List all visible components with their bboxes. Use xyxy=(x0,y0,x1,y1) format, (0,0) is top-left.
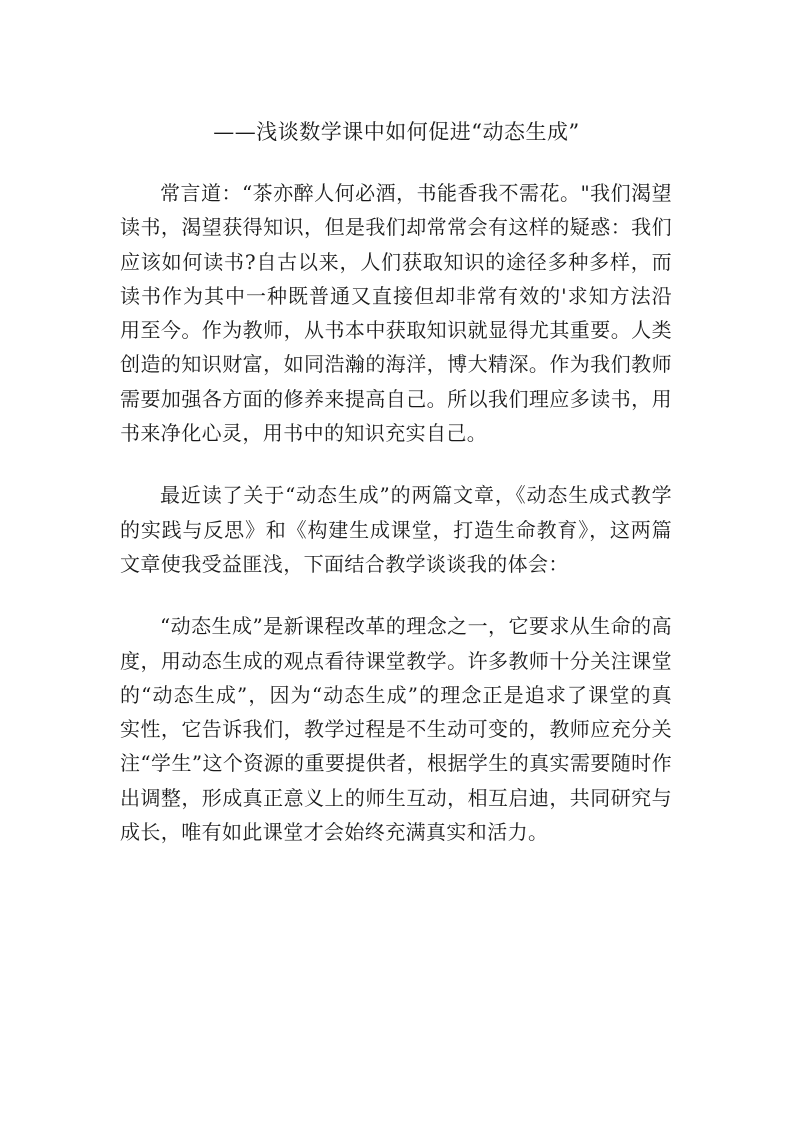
paragraph-3: “动态生成”是新课程改革的理念之一，它要求从生命的高度，用动态生成的观点看待课堂教学。许多教师十分关注课堂的“动态生成”，因为“动态生成”的理念正是追求了课堂的真实性，它告诉我们，教学过程是不生动可变的，教师应充分关注“学生”这个资源的重要提供者，根据学生的真实需要随时作出调整，形成真正意义上的师生互动，相互启迪，共同研究与成长，唯有如此课堂才会始终充满真实和活力。 xyxy=(120,614,672,845)
document-title: ——浅谈数学课中如何促进“动态生成” xyxy=(213,120,580,144)
document-body xyxy=(120,176,672,873)
paragraph-1: 常言道：“茶亦醉人何必酒，书能香我不需花。"我们渴望读书，渴望获得知识，但是我们却常常会有这样的疑惑：我们应该如何读书?自古以来，人们获取知识的途径多种多样，而读书作为其中一种既普通又直接但却非常有效的'求知方法沿用至今。作为教师，从书本中获取知识就显得尤其重要。人类创造的知识财富，如同浩瀚的海洋，博大精深。作为我们教师需要加强各方面的修养来提高自己。所以我们理应多读书，用书来净化心灵，用书中的知识充实自己。 xyxy=(120,181,672,446)
paragraph-2: 最近读了关于“动态生成”的两篇文章，《动态生成式教学的实践与反思》和《构建生成课堂，打造生命教育》，这两篇文章使我受益匪浅，下面结合教学谈谈我的体会： xyxy=(120,483,672,576)
